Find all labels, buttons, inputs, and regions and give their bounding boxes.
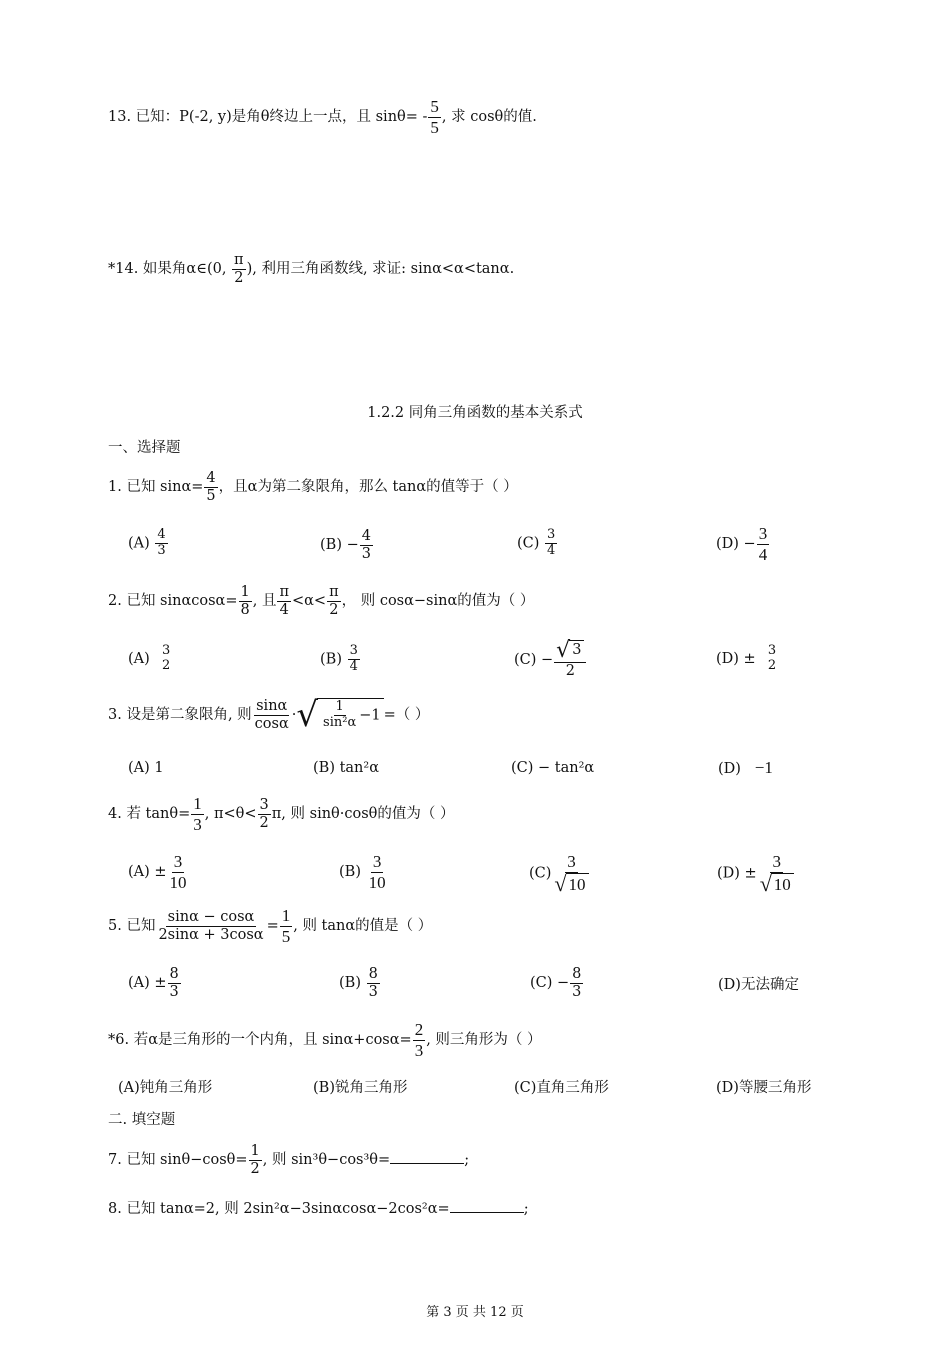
fraction: 3 2 xyxy=(162,643,171,673)
heading-choice: 一、选择题 xyxy=(108,440,181,456)
option-d: (D)等腰三角形 xyxy=(716,1080,812,1096)
section-title: 1.2.2 同角三角函数的基本关系式 xyxy=(367,405,583,421)
fraction: 3 √ 10 xyxy=(758,852,796,895)
sqrt: √ 3 xyxy=(556,640,584,662)
option-d: (D) −1 xyxy=(718,758,773,777)
question-13: 13. 已知：P(-2, y)是角θ终边上一点，且 sinθ= - $\frac{5}{5}$ , 求 cosθ的值. xyxy=(108,97,537,137)
sqrt: √ 10 xyxy=(554,873,588,895)
fraction: $\frac{3}{4}$ xyxy=(758,524,768,564)
answer-blank[interactable] xyxy=(450,1198,524,1213)
option-c: (C) $\frac{3}{4}$ xyxy=(517,527,556,558)
fraction: $\frac{8}{3}$ xyxy=(368,966,378,1000)
fraction: $\frac{\sin\alpha}{\cos\alpha}$ xyxy=(254,698,289,732)
option-b: (B) $\frac{3}{4}$ xyxy=(320,643,358,674)
question-6: *6. 若α是三角形的一个内角，且 sinα+cosα= $\frac{2}{3}$ , 则三角形为（ ） xyxy=(108,1020,542,1060)
option-a: (A) 1 xyxy=(128,760,164,776)
fraction: $\frac{3}{2}$ xyxy=(259,796,269,831)
question-8: 8. 已知 tanα=2, 则 2sin²α−3sinαcosα−2cos²α= ; xyxy=(108,1197,529,1218)
fraction: $\frac{3}{4}$ xyxy=(349,643,358,674)
option-b: (B) $\frac{3}{10}$ xyxy=(339,852,386,892)
option-a: (A) ± $\frac{8}{3}$ xyxy=(128,966,179,1000)
option-c: (C) − $\frac{8}{3}$ xyxy=(530,966,582,1000)
option-b: (B) tan²α xyxy=(313,760,379,776)
option-b: (B)锐角三角形 xyxy=(313,1080,408,1096)
option-a: (A)钝角三角形 xyxy=(118,1080,213,1096)
option-c: (C)直角三角形 xyxy=(514,1080,609,1096)
question-7: 7. 已知 sinθ−cosθ= $\frac{1}{2}$ , 则 sin³θ−cos³θ= ; xyxy=(108,1143,470,1177)
fraction: $\frac{1}{\text{sin²α}}$ xyxy=(323,699,357,731)
option-c: (C) 3 √ 10 xyxy=(529,852,592,895)
sqrt: √ 10 xyxy=(760,873,794,895)
option-b: (B) $\frac{8}{3}$ xyxy=(339,966,378,1000)
question-4: 4. 若 tanθ= $\frac{1}{3}$ , π<θ< $\frac{3}{2}$ π, 则 sinθ·cosθ的值为（ ） xyxy=(108,794,455,834)
answer-blank[interactable] xyxy=(390,1149,464,1164)
question-2: 2. 已知 sinαcosα= $\frac{1}{8}$ , 且 $\frac{\pi}{4}$ <α< $\frac{\pi}{2}$ ， 则 cosα−sinα的值为（ ） xyxy=(108,584,535,618)
option-b: (B) − $\frac{4}{3}$ xyxy=(320,528,371,562)
question-1: 1. 已知 sinα= $\frac{4}{5}$ ，且α为第二象限角，那么 tanα的值等于（ ） xyxy=(108,470,518,504)
fraction: $\frac{8}{3}$ xyxy=(169,966,179,1000)
question-5: 5. 已知 $\frac{\sin\alpha - \cos\alpha}{2\sin\alpha + 3\cos\alpha}$ = $\frac{1}{5}$ , 则 tanα的值是（ ） xyxy=(108,906,433,946)
option-d: (D) ± 3 √ 10 xyxy=(717,852,797,895)
question-3: 3. 设是第二象限角, 则 $\frac{\sin\alpha}{\cos\alpha}$ · √ $\frac{1}{\text{sin²α}}$ −1 =（ ） xyxy=(108,695,430,736)
fraction: $\frac{\sin\alpha - \cos\alpha}{2\sin\alpha + 3\cos\alpha}$ xyxy=(158,908,264,943)
question-14: *14. 如果角α∈(0, $\frac{\pi}{2}$ ), 利用三角函数线, 求证: sinα<α<tanα. xyxy=(108,252,515,286)
fraction: $\frac{8}{3}$ xyxy=(572,966,582,1000)
option-a: (A) 3 2 xyxy=(128,643,171,673)
fraction: $\frac{1}{3}$ xyxy=(193,794,202,834)
fraction: $\frac{1}{2}$ xyxy=(250,1143,260,1177)
fraction: $\frac{4}{3}$ xyxy=(361,528,371,562)
option-d: (D) ± 3 2 xyxy=(716,643,777,673)
fraction: $\frac{\pi}{4}$ xyxy=(279,584,289,618)
fraction: 3 √ 10 xyxy=(552,852,590,895)
fraction: $\frac{\pi}{2}$ xyxy=(329,584,339,618)
fraction: $\frac{\pi}{2}$ xyxy=(234,252,244,286)
option-d: (D) − $\frac{3}{4}$ xyxy=(716,524,768,564)
option-a: (A) $\frac{4}{3}$ xyxy=(128,527,166,558)
sqrt: √ $\frac{1}{\text{sin²α}}$ −1 xyxy=(296,698,383,732)
fraction: $\frac{3}{10}$ xyxy=(368,852,386,892)
fraction: $\frac{2}{3}$ xyxy=(414,1020,424,1060)
fraction: $\frac{1}{8}$ xyxy=(240,584,250,618)
option-d: (D)无法确定 xyxy=(718,977,799,993)
option-c: (C) − tan²α xyxy=(511,760,595,776)
fraction: $\frac{4}{5}$ xyxy=(206,470,216,504)
fraction: √ 3 2 xyxy=(554,640,586,680)
fraction: $\frac{3}{4}$ xyxy=(547,527,556,558)
page-footer: 第 3 页 共 12 页 xyxy=(426,1305,524,1320)
fraction: $\frac{1}{5}$ xyxy=(281,906,291,946)
option-c: (C) − √ 3 2 xyxy=(514,640,587,680)
heading-fill: 二. 填空题 xyxy=(108,1112,176,1128)
fraction: $\frac{4}{3}$ xyxy=(157,527,166,558)
fraction: $\frac{5}{5}$ xyxy=(430,97,439,137)
fraction: 3 2 xyxy=(767,643,777,673)
fraction: $\frac{3}{10}$ xyxy=(169,852,187,892)
option-a: (A) ± $\frac{3}{10}$ xyxy=(128,852,187,892)
